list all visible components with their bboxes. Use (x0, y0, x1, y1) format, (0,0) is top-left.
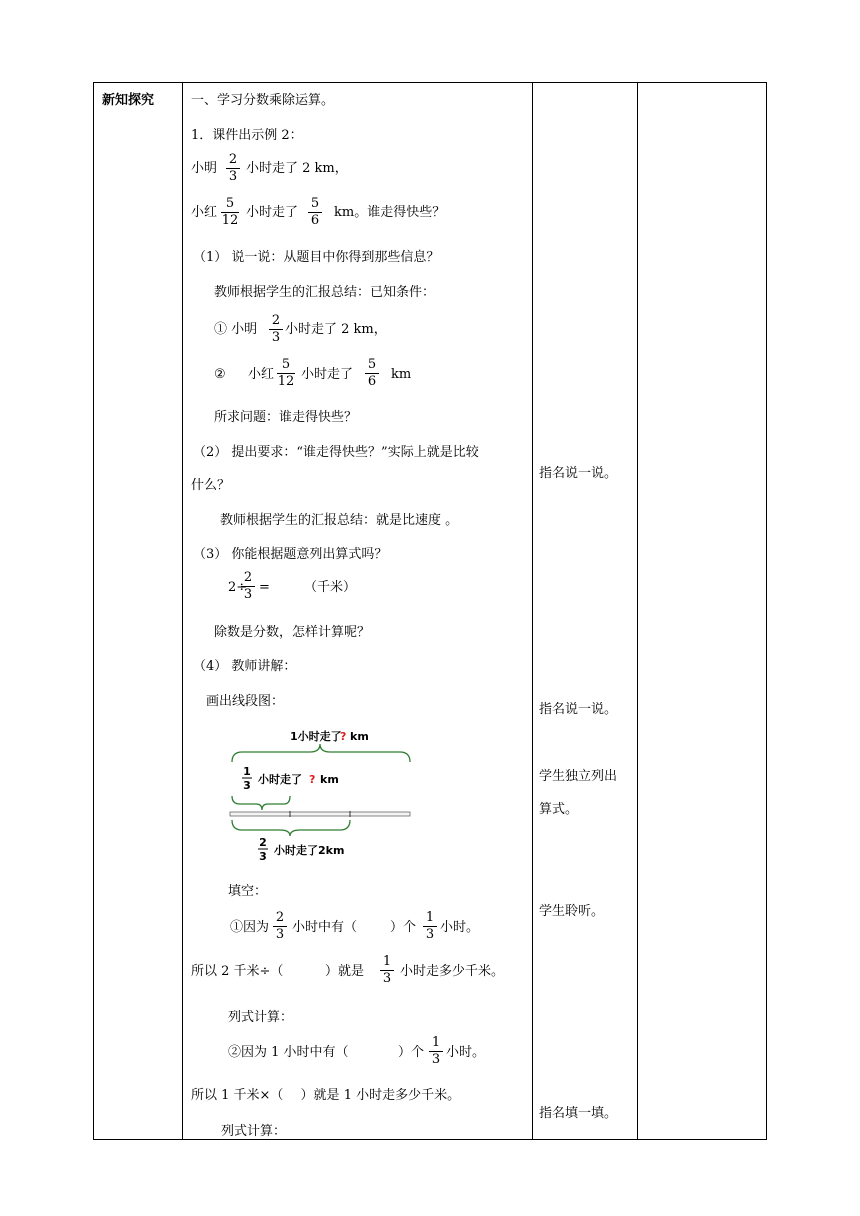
fraction: 1 3 (423, 911, 437, 942)
text: 小时走了 2 km， (285, 322, 387, 337)
text: km (391, 367, 412, 382)
diagram-top-label: 1小时走了 (290, 730, 342, 743)
student-activity: 学生独立列出 (539, 769, 618, 784)
text: 填空： (228, 884, 268, 899)
student-activity: 学生聆听。 (539, 904, 605, 919)
text: 所以 2 千米÷（ (191, 964, 284, 979)
mid-frac-num: 1 (243, 765, 251, 778)
fraction: 2 3 (241, 571, 255, 602)
text: 教师根据学生的汇报总结：就是比速度 。 (220, 513, 459, 528)
column-divider (182, 83, 183, 1139)
fraction: 5 6 (365, 358, 379, 389)
fraction: 2 3 (226, 153, 240, 184)
text: 小红 (191, 205, 218, 220)
text: ）个 (390, 920, 417, 935)
example-title: 1．课件出示例 2： (191, 128, 303, 143)
diagram-top-unit: km (350, 730, 369, 743)
text: ）就是 (325, 964, 365, 979)
text: ②因为 1 小时中有（ (228, 1045, 349, 1060)
bottom-brace (232, 820, 350, 836)
line-segment-diagram (222, 720, 422, 868)
text: 教师根据学生的汇报总结：已知条件： (214, 285, 436, 300)
fraction: 1 3 (429, 1036, 443, 1067)
student-activity: 指名说一说。 (539, 466, 618, 481)
text: km。谁走得快些？ (334, 205, 446, 220)
text: 小明 (191, 161, 218, 176)
diagram-question-mark: ? (309, 773, 316, 786)
student-activity: 算式。 (539, 802, 579, 817)
section-heading: 一、学习分数乘除运算。 (191, 93, 335, 108)
text: 所以 1 千米×（ ）就是 1 小时走多少千米。 (191, 1088, 461, 1103)
column-divider (637, 83, 638, 1139)
text: 列式计算： (221, 1124, 287, 1139)
text: （4） 教师讲解： (193, 659, 297, 674)
mid-frac-den: 3 (243, 779, 251, 792)
top-brace (232, 744, 410, 762)
text: ）个 (398, 1045, 425, 1060)
fraction: 2 3 (273, 911, 287, 942)
text: （千米） (304, 580, 357, 595)
text: 小红 (248, 367, 275, 382)
text: （2） 提出要求：“谁走得快些？”实际上就是比较 (193, 445, 479, 460)
small-brace (232, 796, 290, 810)
bottom-frac-den: 3 (259, 850, 267, 863)
fraction: 1 3 (380, 955, 394, 986)
fraction: 5 12 (221, 196, 239, 228)
text: 小时。 (440, 920, 480, 935)
bottom-frac-num: 2 (259, 836, 267, 849)
text: = (259, 580, 270, 595)
fraction: 5 6 (308, 197, 322, 228)
fraction: 5 12 (277, 357, 295, 389)
text: 所求问题：谁走得快些？ (214, 410, 358, 425)
student-activity: 指名填一填。 (539, 1106, 618, 1121)
text: ① 小明 (214, 322, 258, 337)
text: ② (214, 367, 226, 382)
text: 小时走了 2 km， (246, 161, 348, 176)
lesson-table (93, 82, 767, 1140)
text: 除数是分数，怎样计算呢？ (214, 625, 371, 640)
text: （3） 你能根据题意列出算式吗？ (193, 547, 388, 562)
diagram-mid-label: 小时走了 (258, 773, 302, 786)
text: 画出线段图： (206, 694, 285, 709)
text: 小时中有（ (292, 920, 358, 935)
text: ①因为 (230, 920, 270, 935)
text: 列式计算： (228, 1010, 294, 1025)
fraction: 2 3 (269, 314, 283, 345)
diagram-question-mark: ? (340, 730, 347, 743)
text: 2÷ (228, 580, 248, 595)
diagram-mid-unit: km (320, 773, 339, 786)
text: 小时。 (446, 1045, 486, 1060)
text: 小时走了 (246, 205, 299, 220)
text: 小时走多少千米。 (400, 964, 505, 979)
text: 小时走了 (301, 367, 354, 382)
column-divider (532, 83, 533, 1139)
text: （1） 说一说：从题目中你得到那些信息？ (193, 250, 440, 265)
row-label: 新知探究 (102, 93, 155, 108)
segment-bar (230, 812, 410, 816)
diagram-bottom-label: 小时走了2km (274, 844, 345, 857)
text: 什么？ (191, 478, 231, 493)
student-activity: 指名说一说。 (539, 702, 618, 717)
